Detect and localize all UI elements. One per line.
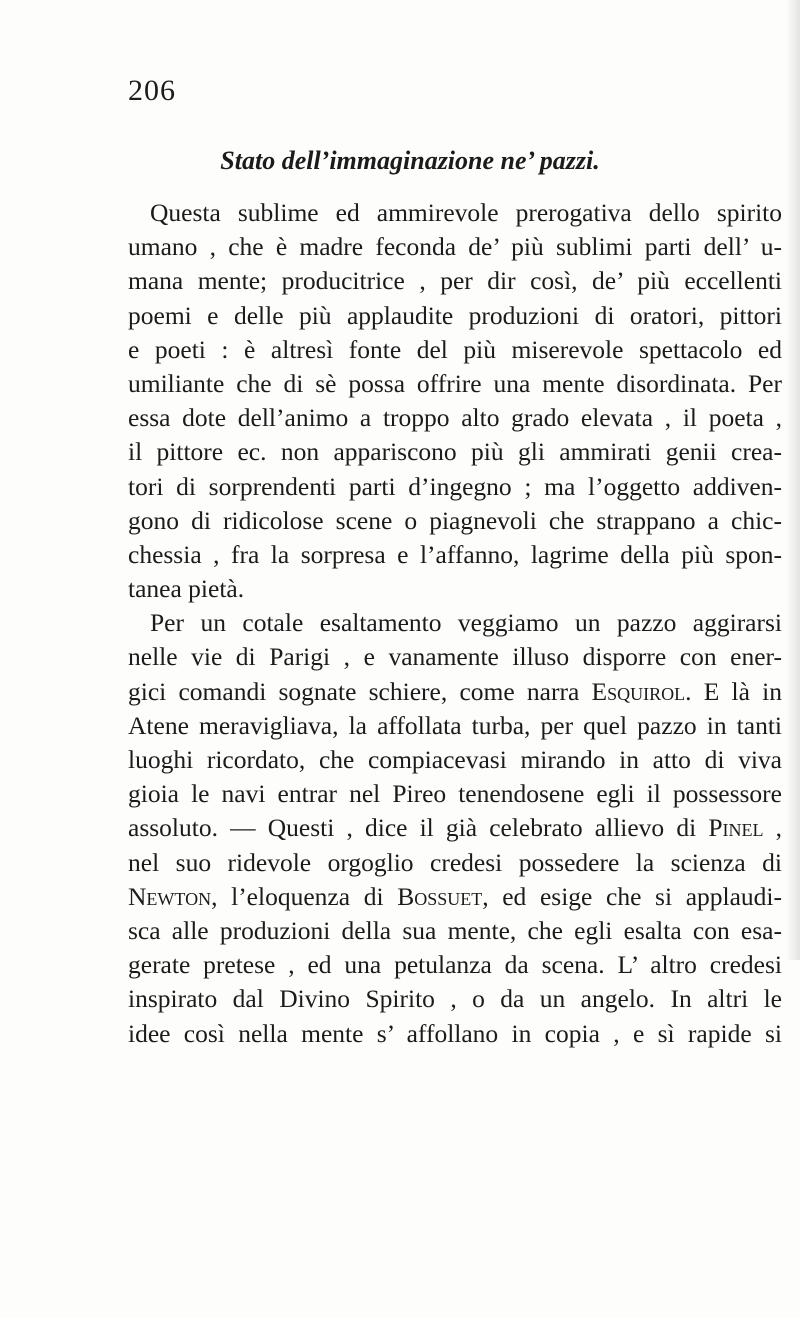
text-line: nelle vie di Parigi , e vanamente illuso disporre con ener- — [128, 642, 782, 672]
text-line: gerate pretese , ed una petulanza da scena. L’ altro credesi — [128, 950, 782, 980]
text-line: chessia , fra la sorpresa e l’affanno, lagrime della più spon- — [128, 539, 782, 569]
text-line: luoghi ricordato, che compiacevasi mirando in atto di viva — [128, 745, 782, 774]
text-fragment: , l’eloquenza di — [211, 881, 398, 911]
text-line: mana mente; producitrice , per dir così, de’ più eccellenti — [128, 266, 782, 296]
text-line: Per un cotale esaltamento veggiamo un pazzo aggirarsi — [150, 608, 782, 638]
text-line: e poeti : è altresì fonte del più miserevole spettacolo ed — [128, 334, 782, 364]
text-line — [128, 811, 782, 845]
text-line: idee così nella mente s’ affollano in copia , e sì rapide si — [128, 1018, 782, 1048]
author-name-esquirol: Esquirol — [591, 676, 686, 706]
text-line: inspirato dal Divino Spirito , o da un angelo. In altri le — [128, 984, 782, 1014]
text-line: Atene meravigliava, la affollata turba, per quel pazzo in tanti — [128, 710, 782, 740]
text-line: il pittore ec. non appariscono più gli ammirati genii crea- — [128, 437, 782, 467]
page-gutter-shadow — [786, 0, 800, 960]
text-fragment: . E là in — [685, 676, 782, 706]
text-fragment: , ed esige che si applaudi- — [482, 881, 783, 911]
author-name-bossuet: Bossuet — [397, 881, 483, 911]
text-line: tanea pietà. — [128, 574, 245, 604]
author-name-newton: Newton — [128, 881, 212, 911]
text-fragment: assoluto. — Questi , dice il già celebrato allievo di — [128, 813, 709, 843]
text-fragment: gici comandi sognate schiere, come narra — [128, 676, 592, 706]
text-line: tori di sorprendenti parti d’ingegno ; ma l’oggetto addiven- — [128, 471, 782, 501]
text-line: poemi e delle più applaudite produzioni di oratori, pittori — [128, 300, 782, 330]
text-line: gioia le navi entrar nel Pireo tenendosene egli il possessore — [128, 779, 782, 809]
text-line: umano , che è madre feconda de’ più sublimi parti dell’ u- — [128, 232, 782, 262]
author-name-pinel: Pinel — [708, 813, 764, 843]
text-line: nel suo ridevole orgoglio credesi possedere la scienza di — [128, 847, 782, 877]
text-fragment: , — [763, 813, 783, 843]
body-text — [128, 196, 782, 1051]
text-line — [128, 675, 782, 709]
text-line: essa dote dell’animo a troppo alto grado elevata , il poeta , — [128, 403, 782, 433]
text-line: gono di ridicolose scene o piagnevoli che strappano a chic- — [128, 505, 782, 535]
section-title: Stato dell’immaginazione ne’ pazzi. — [220, 146, 600, 175]
page-number: 206 — [128, 74, 176, 107]
text-line — [128, 880, 782, 914]
text-line: sca alle produzioni della sua mente, che egli esalta con esa- — [128, 915, 782, 945]
text-line: umiliante che di sè possa offrire una mente disordinata. Per — [128, 368, 782, 398]
text-line: Questa sublime ed ammirevole prerogativa dello spirito — [150, 198, 782, 227]
